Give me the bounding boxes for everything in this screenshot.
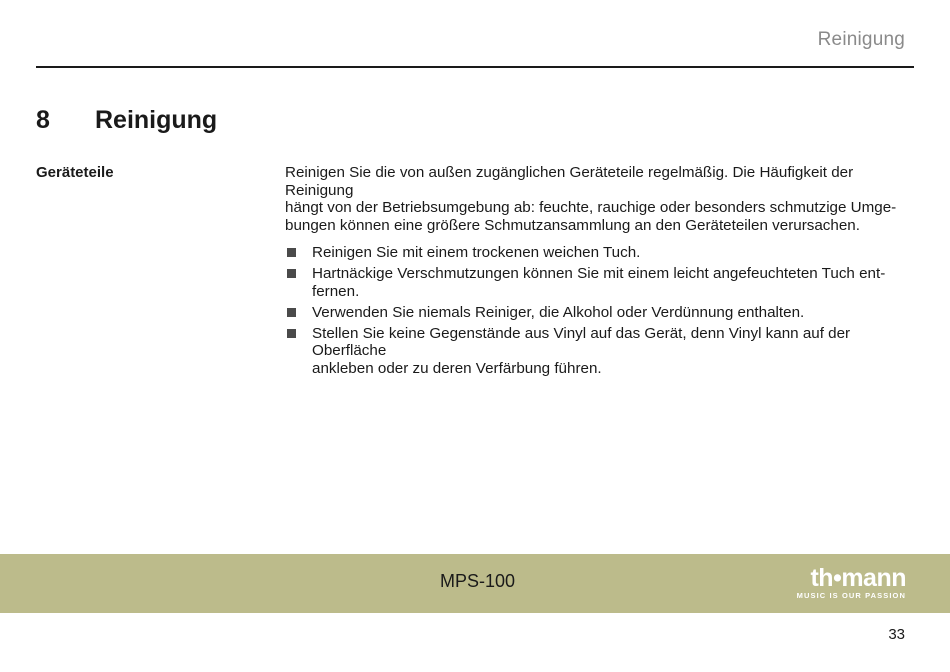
model-name: MPS-100	[440, 571, 516, 591]
chapter-title: Reinigung	[95, 106, 218, 134]
list-item-text: Reinigen Sie mit einem trockenen weichen Tuch.	[312, 244, 641, 261]
list-item-text: Hartnäckige Verschmutzungen können Sie mit einem leicht angefeuchteten Tuch ent-	[312, 265, 886, 282]
chapter-number: 8	[36, 106, 50, 134]
header-divider	[36, 66, 914, 68]
page-number: 33	[888, 626, 905, 643]
square-bullet-icon	[287, 308, 296, 317]
list-item	[285, 265, 917, 300]
intro-line: Reinigen Sie die von außen zugänglichen Geräteteile regelmäßig. Die Häufigkeit der Reinigung	[285, 164, 854, 199]
square-bullet-icon	[287, 248, 296, 257]
list-item-text: ankleben oder zu deren Verfärbung führen.	[312, 359, 602, 377]
list-item-text: Verwenden Sie niemals Reiniger, die Alkohol oder Verdünnung enthalten.	[312, 303, 805, 321]
list-item-text: Stellen Sie keine Gegenstände aus Vinyl auf das Gerät, denn Vinyl kann auf der Oberfläche	[312, 324, 851, 359]
running-header: Reinigung	[817, 29, 905, 50]
square-bullet-icon	[287, 329, 296, 338]
list-item-text: fernen.	[312, 282, 360, 300]
intro-line: bungen können eine größere Schmutzansammlung an den Geräteteilen verursachen.	[285, 216, 860, 234]
section-body	[285, 164, 917, 381]
list-item	[285, 304, 917, 322]
brand-name: th•mann	[810, 564, 906, 592]
cleaning-instructions-list	[285, 244, 917, 377]
square-bullet-icon	[287, 269, 296, 278]
list-item	[285, 325, 917, 378]
footer-band	[0, 554, 950, 613]
chapter-heading	[36, 106, 217, 135]
section-label: Geräteteile	[36, 164, 114, 181]
intro-paragraph	[285, 164, 917, 234]
brand-tagline: MUSIC IS OUR PASSION	[796, 591, 906, 600]
list-item	[285, 244, 917, 262]
intro-line: hängt von der Betriebsumgebung ab: feuchte, rauchige oder besonders schmutzige Umge-	[285, 199, 897, 216]
thomann-logo	[797, 566, 906, 601]
